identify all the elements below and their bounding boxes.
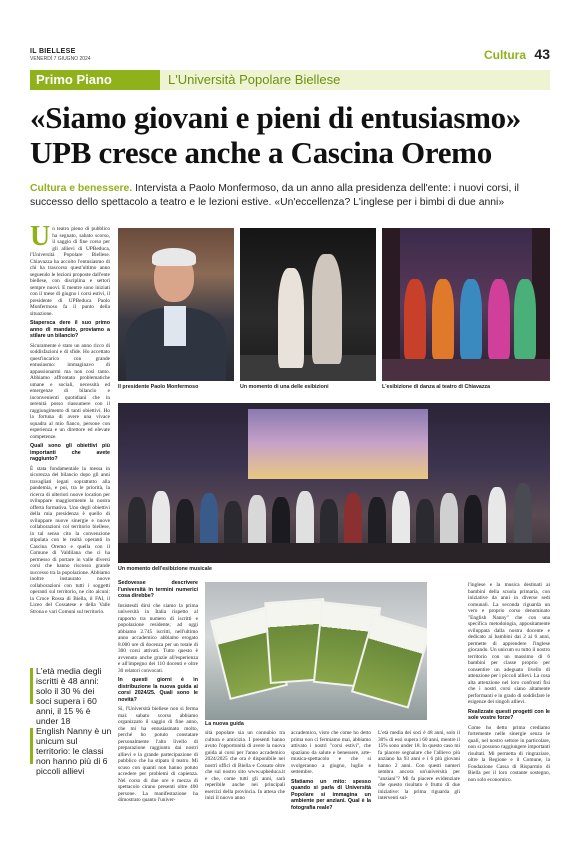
page-number: 43 <box>534 46 550 62</box>
issue-date: VENERDÌ 7 GIUGNO 2024 <box>30 56 91 62</box>
answer: Sicuramente è stato un anno ricco di soddisfazioni e di sfide. Ho accettato quest'incarico con grande entusiasmo: immaginavo di appassionarmi ma non così tanto. Abbiamo affrontato problematiche umane e sociali, necessità ed emergenze di bilancio e inconvenienti quotidiani che in serenità posso riassumere con il raggiungimento di tanti obiettivi. Ho la fortuna di avere una vivace squadra al mio fianco, persone con esperienza e un direttore ed elevate competenze. <box>30 342 110 440</box>
article-column-5 <box>378 730 460 802</box>
article-column-2 <box>118 580 198 807</box>
article-column-1 <box>30 221 110 618</box>
pull-quote-english-nanny: English Nanny è un unicum sul territorio: le classi non hanno più di 6 piccoli allievi <box>30 726 112 776</box>
masthead <box>30 46 550 68</box>
photo-course-guide <box>205 582 427 720</box>
photo-president <box>118 228 234 381</box>
caption-music-exhibition: Un momento dell'esibizione musicale <box>118 566 212 572</box>
pull-quote-age: L'età media degli iscritti è 48 anni: solo il 30 % dei soci supera i 60 anni, il 15 % è under 18 <box>30 666 112 726</box>
answer: Insistesdi dirsi che siamo la prima università in Italia rispetto al rapporto tra numero di iscritti e popolazione residente; ad oggi abbiamo 2.745 iscritti, nell'ultimo anno accademico abbiamo erogato 8.000 ore di docenza per un totale di 300 corsi attivati. Tutto questo è avvenuto anche grazie all'esperienza e all'impegno dei 110 docenti e oltre 30 relatori convocati. <box>118 602 198 674</box>
subheadline <box>30 182 550 210</box>
article-column-3 <box>205 730 285 802</box>
answer: accademico, visto che come ho detto prima non ci fermiamo mai, abbiamo attivato i nostri "corsi estivi", che spaziano da salute e benessere, arte-musica-spettacolo e che si svolgeranno a giugno, luglio e settembre. <box>291 730 371 775</box>
photo-performance <box>240 228 376 381</box>
question: Realizzate questi progetti con le sole vostre forze? <box>468 708 550 721</box>
question: Sedovesse descrivere l'università in termini numerici cosa direbbe? <box>118 580 198 599</box>
question: Stapersca dere il suo primo anno di mandato, proviamo a stilare un bilancio? <box>30 320 110 339</box>
headline-line-2: UPB cresce anche a Cascina Oremo <box>30 135 492 170</box>
caption-performance: Un momento di una delle esibizioni <box>240 384 329 390</box>
section-label: Cultura <box>484 48 526 62</box>
newspaper-name: IL BIELLESE <box>30 48 76 55</box>
headline-line-1: «Siamo giovani e pieni di entusiasmo» <box>30 100 522 135</box>
headline <box>30 100 550 170</box>
subhead-lead: Cultura e benessere. <box>30 183 133 194</box>
answer: sità popolare sia un connubio tra cultura e amicizia. I presenti hanno avuto l'opportunità di avere la nuova guida ai corsi per l'anno accademico 2024/2025 che ora è disponibile nei nostri uffici di Biella e Cossato oltre che sul nostro sito www.upbeduca.it e che, come tutti gli anni, sarà reperibile anche nei principali esercizi della provincia. In attesa che inizi il nuovo anno <box>205 730 285 801</box>
band-primo-piano: Primo Piano <box>30 70 160 90</box>
intro-text: n teatro pieno di pubblico ha segnato, sabato scorso, il saggio di fine corso per gli allievi di UPBeduca, l'Università Popolare Biellese. Chiavazza ha accolto l'entusiasmo di chi ha trascorso quest'ultimo anno seguendo le lezioni proposte dall'ente biellese, con disciplina e settori sempre nuovi. E mentre sono iniziati con il mese di giugno i corsi estivi, il presidente di UPBeduca Paolo Monfermoso fa il punto della situazione. <box>30 226 110 317</box>
photo-music-exhibition <box>118 403 550 563</box>
photo-dance-theatre <box>382 228 550 381</box>
question: Quali sono gli obiettivi più importanti che avete raggiunto? <box>30 443 110 462</box>
answer: È stata fondamentale la messa in sicurezza del bilancio dopo gli anni travagliati legati soprattutto alla pandemia, e poi, tra le priorità, la ricerca di ulteriori nuove location per sviluppare maggiormente la nostra offerta formativa. Uno degli obiettivi della mia presidenza è quello di sviluppare nuove sinergie e nuove collaborazioni col territorio biellese, in tal senso cito la convenzione stipulata con le realtà operanti in Cascina Oremo e quella con il Comune di Valdilana che ci ha permesso di portare in valle diversi corsi che hanno riscosso grande successo tra la popolazione. Abbiamo inoltre instaurato nuove collaborazioni con tutti i soggetti operanti sul territorio, ne cito alcuni: la Croce Rossa di Biella, il FAI, il Liceo del Cossatese e della Valle Strona e vari Comuni sul territorio. <box>30 465 110 615</box>
question: Sfatiamo un mito: spesso quando si parla di Università Popolare si immagina un ambiente per anziani. Qual è la fotografia reale? <box>291 778 371 811</box>
caption-president: Il presidente Paolo Monfermoso <box>118 384 199 390</box>
band-topic: L'Università Popolare Biellese <box>160 70 550 90</box>
answer: Come ho detto prima crediamo fortemente nelle sinergie senza le quali, nel nostro settore in particolare, non si possono raggiungere importanti risultati. Mi permetta di ringraziare, oltre la Regione e il Comune, la Fondazione Cassa di Risparmio di Biella per il loro costante sostegno, non solo economico. <box>468 724 550 783</box>
answer: L'età media dei soci è 48 anni, solo il 30% di essi supera i 60 anni, mentre il 15% sono under 18. In questo caso mi fa piacere segnalare che l'allievo più anziano ha 93 anni e i 6 più giovani hanno 2 anni. Con questi numeri sembra ancora un'università per "anziani"? Mi fa piacere evidenziare che questo risultato è frutto di due iniziative: la prima riguarda gli interventi sul- <box>378 730 460 801</box>
drop-cap: U <box>30 221 51 252</box>
article-column-6 <box>468 582 550 786</box>
caption-course-guide: La nuova guida <box>205 721 244 727</box>
intro-paragraph <box>30 221 110 317</box>
caption-dance-theatre: L'esibizione di danza al teatro di Chiavazza <box>382 384 491 390</box>
section-band <box>30 70 550 90</box>
subhead-text: Intervista a Paolo Monfermoso, da un anno alla presidenza dell'ente: i nuovi corsi, il successo dello spettacolo a teatro e le lezioni estive. «Un'eccellenza? L'inglese per i bimbi di due anni» <box>30 183 519 208</box>
article-column-4 <box>291 730 371 811</box>
answer: Sì, l'Università biellese non si ferma mai: sabato scorso abbiamo organizzato il saggio di fine anno, che mi ha entusiasmato molto, perché ho potuto constatare personalmente l'alto livello di preparazione raggiunto dai nostri allievi e la grande partecipazione di pubblico che ha stipato il teatro. Mi scuso con quanti non hanno potuto accedere per problemi di capienza. Nel corso di due ore e mezza di spettacolo cirano presenti oltre 400 persone. La manifestazione ha dimostrato quanto l'univer- <box>118 706 198 803</box>
answer: l'inglese e la musica destinati ai bambini della scuola primaria, con iniziative da anni in diverse sedi comunali. La seconda riguarda un vero e proprio corso denominato "English Nanny" che con una specifica metodologia, appositamente sviluppata dalla nostra docente e dedicato ai bambini dai 2 ai 6 anni, permette di apprendere l'inglese giocando. Un unicum su tutto il nostro territorio con un massimo di 6 bambini per classe proprio per consentire un adeguato livello di attenzione per i piccoli allievi. La cosa alta attenzione nel loro confronti fisi che i nostri corsi siano altamente performanti e in grado di soddisfare le esigenze dei singoli allievi. <box>468 582 550 705</box>
question: In questi giorni è in distribuzione la nuova guida ai corsi 2024/25. Quali sono le novità? <box>118 677 198 703</box>
